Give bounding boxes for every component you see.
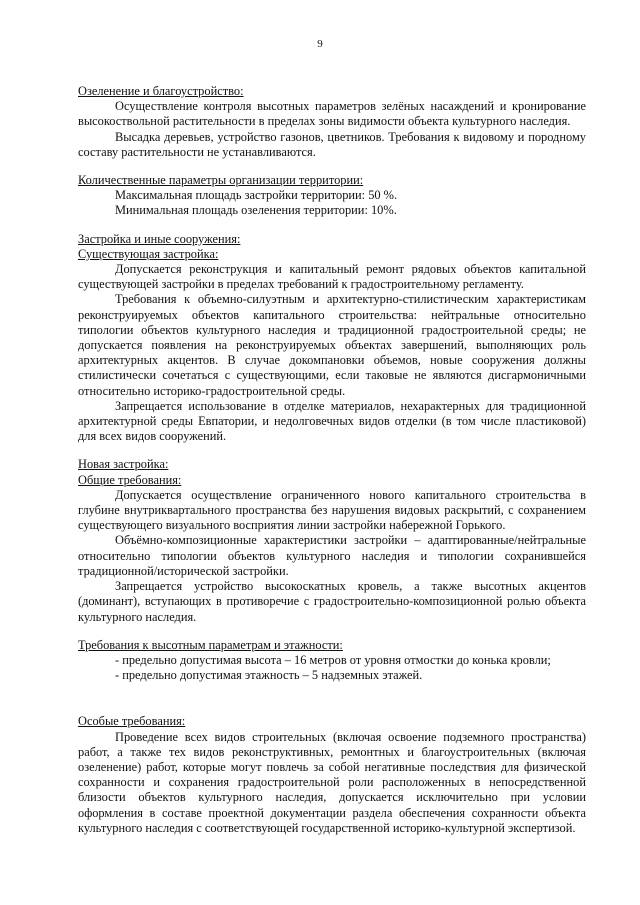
subsection-heading-existing: Существующая застройка:	[78, 246, 219, 261]
section-heading-height: Требования к высотным параметрам и этажности:	[78, 637, 343, 652]
page-number: 9	[317, 38, 323, 50]
document-body	[78, 84, 586, 836]
paragraph: Объёмно-композиционные характеристики застройки – адаптированные/нейтральные относительно типологии объектов культурного наследия и типологии сохранившейся традиционной/исторической застройки.	[78, 533, 586, 578]
parameter-line: Максимальная площадь застройки территории: 50 %.	[115, 188, 398, 203]
section-heading-buildings: Застройка и иные сооружения:	[78, 231, 241, 246]
paragraph: Требования к объемно-силуэтным и архитектурно-стилистическим характеристикам реконструируемых объектов капитального строительства: нейтральные относительно типологии объектов культурного наследия и традиционной градостроительной среды; не допускается появления на реконструируемых объектах завершений, выполняющих роль архитектурных акцентов. В случае докомпановки объемов, новые сооружения должны стилистически сочетаться с существующими, если таковые не являются дисгармоничными относительно историко-градостроительной среды.	[78, 292, 586, 398]
section-heading-new-construction: Новая застройка:	[78, 457, 169, 472]
list-item: - предельно допустимая этажность – 5 надземных этажей.	[115, 668, 423, 683]
parameter-line: Минимальная площадь озеленения территории: 10%.	[115, 203, 397, 218]
list-item: - предельно допустимая высота – 16 метров от уровня отмостки до конька кровли;	[115, 652, 551, 667]
paragraph: Запрещается устройство высокоскатных кровель, а также высотных акцентов (доминант), вступающих в противоречие с градостроительно-композиционной ролью объекта культурного наследия.	[78, 579, 586, 624]
paragraph: Проведение всех видов строительных (включая освоение подземного пространства) работ, а также тех видов реконструктивных, ремонтных и благоустроительных (включая озеленение) работ, которые могут повлечь за собой негативные последствия для физической сохранности и сохранения градостроительной роли расположенных в непосредственной близости объектов культурного наследия, допускается исключительно при условии оформления в составе проектной документации раздела обеспечения сохранности объекта культурного наследия с соответствующей государственной историко-культурной экспертизой.	[78, 729, 586, 835]
paragraph: Запрещается использование в отделке материалов, нехарактерных для традиционной архитектурной среды Евпатории, и недолговечных видов отделки (в том числе пластиковой) для всех видов сооружений.	[78, 398, 586, 444]
section-heading-quantitative: Количественные параметры организации территории:	[78, 173, 364, 188]
paragraph: Допускается реконструкция и капитальный ремонт рядовых объектов капитальной существующей застройки в пределах требований к градостроительному регламенту.	[78, 262, 586, 292]
section-heading-special: Особые требования:	[78, 714, 186, 729]
subsection-heading-general: Общие требования:	[78, 472, 182, 487]
section-heading-landscaping: Озеленение и благоустройство:	[78, 84, 244, 98]
paragraph: Допускается осуществление ограниченного нового капитального строительства в глубине внутриквартального пространства без нарушения видовых раскрытий, с сохранением существующего визуального восприятия линии застройки набережной Горького.	[78, 487, 586, 533]
paragraph: Высадка деревьев, устройство газонов, цветников. Требования к видовому и породному составу растительности не устанавливаются.	[78, 129, 586, 159]
paragraph: Осуществление контроля высотных параметров зелёных насаждений и кронирование высокоствольной растительности в пределах зоны видимости объекта культурного наследия.	[78, 99, 586, 129]
